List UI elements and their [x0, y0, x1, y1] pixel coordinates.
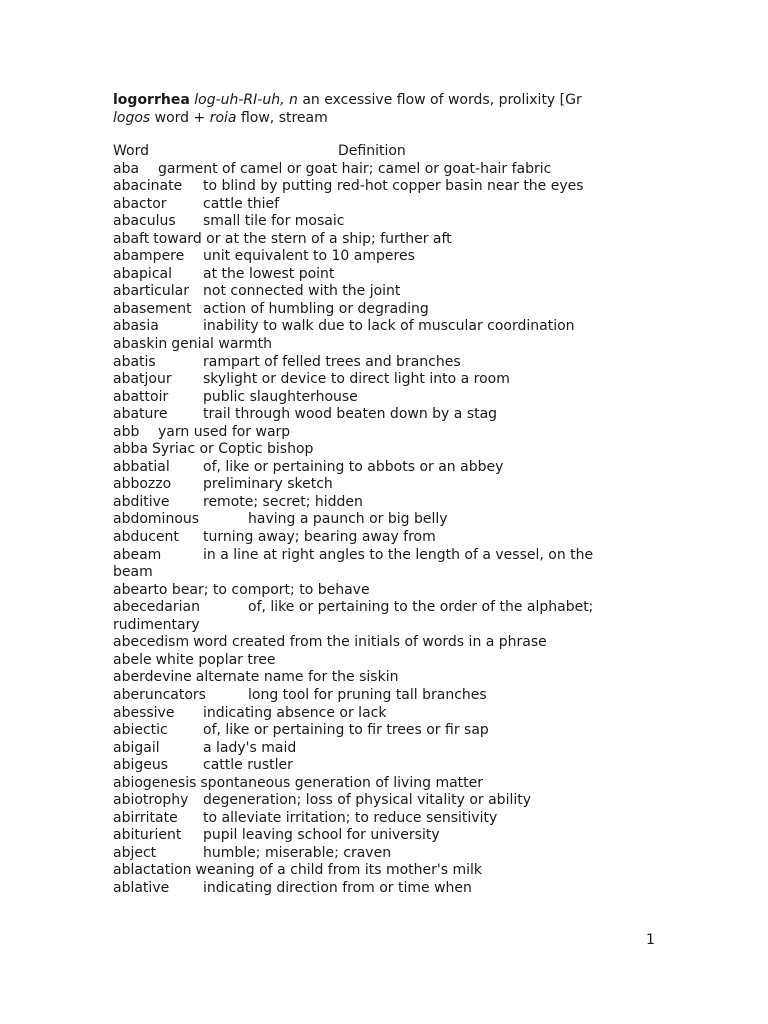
entry-row	[113, 705, 673, 723]
entry-word: abear	[113, 581, 154, 598]
entry-row	[113, 599, 673, 617]
entry-word: aberuncators	[113, 686, 206, 703]
entry-definition: to bear; to comport; to behave	[153, 581, 370, 598]
word-list	[113, 143, 673, 898]
entry-row	[113, 459, 673, 477]
entry-word: abbatial	[113, 458, 170, 475]
entry-row	[113, 213, 673, 231]
entry-word: abirritate	[113, 809, 178, 826]
entry-row	[113, 389, 673, 407]
entry-definition: not connected with the joint	[203, 283, 401, 300]
entry-definition: Syriac or Coptic bishop	[151, 441, 314, 458]
column-header-definition: Definition	[338, 143, 406, 159]
entry-definition: to blind by putting red-hot copper basin near the eyes	[203, 178, 584, 195]
entry-word: abampere	[113, 248, 185, 265]
etymology-word-1: logos	[113, 110, 151, 126]
entry-word: abatjour	[113, 371, 172, 388]
entry-row	[113, 775, 673, 793]
entry-word: abarticular	[113, 283, 189, 300]
entry-word: abaculus	[113, 213, 176, 230]
etymology-gloss-1: word +	[154, 110, 206, 126]
dictionary-header	[113, 91, 673, 127]
entry-definition: rampart of felled trees and branches	[203, 353, 461, 370]
header-line-1	[113, 91, 673, 109]
headword: logorrhea	[113, 92, 190, 108]
entry-definition: skylight or device to direct light into a room	[203, 371, 510, 388]
headword-definition: an excessive flow of words, prolixity [Gr	[302, 92, 582, 108]
entry-definition: small tile for mosaic	[203, 213, 345, 230]
entry-definition: inability to walk due to lack of muscular coordination	[203, 318, 575, 335]
entry-row	[113, 757, 673, 775]
entry-row	[113, 441, 673, 459]
entry-definition: at the lowest point	[203, 265, 335, 282]
entry-word: ablative	[113, 879, 170, 896]
entry-word: abba	[113, 441, 148, 458]
entry-row	[113, 529, 673, 547]
entry-definition: unit equivalent to 10 amperes	[203, 248, 415, 265]
entry-row	[113, 722, 673, 740]
entry-definition: turning away; bearing away from	[203, 529, 436, 546]
entry-row	[113, 511, 673, 529]
entry-definition-continuation: beam	[113, 564, 153, 581]
etymology-word-2: roia	[209, 110, 237, 126]
entry-word: abdominous	[113, 511, 200, 528]
entry-word: aba	[113, 160, 140, 177]
entry-definition: action of humbling or degrading	[203, 300, 429, 317]
entry-definition: pupil leaving school for university	[203, 827, 440, 844]
entry-word: abducent	[113, 529, 179, 546]
entry-word: abigeus	[113, 757, 169, 774]
entry-word: abattoir	[113, 388, 169, 405]
entry-row	[113, 687, 673, 705]
entry-row	[113, 547, 673, 565]
entry-definition: alternate name for the siskin	[195, 669, 399, 686]
entry-word: abasia	[113, 318, 159, 335]
entry-row	[113, 283, 673, 301]
entry-word: abapical	[113, 265, 172, 282]
entry-definition: toward or at the stern of a ship; further aft	[153, 230, 452, 247]
entry-row	[113, 371, 673, 389]
entry-word: abject	[113, 844, 157, 861]
part-of-speech: n	[288, 92, 298, 108]
entry-row	[113, 301, 673, 319]
entry-definition: public slaughterhouse	[203, 388, 358, 405]
etymology-gloss-2: flow, stream	[240, 110, 328, 126]
entry-word: abbozzo	[113, 476, 172, 493]
entry-row	[113, 354, 673, 372]
entry-row	[113, 248, 673, 266]
entry-word: abecedism	[113, 634, 190, 651]
entry-word: abditive	[113, 493, 170, 510]
entry-row	[113, 231, 673, 249]
entry-row	[113, 178, 673, 196]
entry-definition: garment of camel or goat hair; camel or goat-hair fabric	[158, 160, 552, 177]
entry-word: abiotrophy	[113, 792, 189, 809]
entry-word: abb	[113, 423, 140, 440]
entry-word: abatis	[113, 353, 156, 370]
entry-word: abacinate	[113, 178, 183, 195]
entry-word: abessive	[113, 704, 175, 721]
entry-row	[113, 266, 673, 284]
entry-definition: humble; miserable; craven	[203, 844, 392, 861]
entry-row	[113, 880, 673, 898]
entry-definition: word created from the initials of words in a phrase	[193, 634, 547, 651]
entry-row	[113, 196, 673, 214]
entry-definition: cattle thief	[203, 195, 280, 212]
entry-word: abature	[113, 406, 168, 423]
entry-row	[113, 652, 673, 670]
header-line-2	[113, 109, 673, 127]
entry-definition: to alleviate irritation; to reduce sensitivity	[203, 809, 498, 826]
entry-row	[113, 582, 673, 600]
entry-definition: trail through wood beaten down by a stag	[203, 406, 498, 423]
entry-definition: degeneration; loss of physical vitality or ability	[203, 792, 532, 809]
entry-word: abasement	[113, 300, 192, 317]
entry-definition: indicating absence or lack	[203, 704, 387, 721]
entry-definition: yarn used for warp	[158, 423, 291, 440]
entry-row	[113, 845, 673, 863]
entry-row	[113, 634, 673, 652]
column-header-word: Word	[113, 143, 149, 159]
entry-word: abaskin	[113, 336, 168, 353]
entry-word: abele	[113, 651, 152, 668]
column-header-row	[113, 143, 673, 161]
entry-row	[113, 494, 673, 512]
entry-word: aberdevine	[113, 669, 192, 686]
entry-word: ablactation	[113, 862, 192, 879]
entry-definition: weaning of a child from its mother's milk	[195, 862, 483, 879]
entry-word: abeam	[113, 546, 162, 563]
entry-row	[113, 476, 673, 494]
entry-definition: white poplar tree	[155, 651, 276, 668]
entry-definition: of, like or pertaining to fir trees or fir sap	[203, 722, 489, 739]
entry-definition: remote; secret; hidden	[203, 493, 363, 510]
entry-word: abactor	[113, 195, 167, 212]
entry-definition: having a paunch or big belly	[248, 511, 448, 528]
entry-word: abiturient	[113, 827, 182, 844]
entry-row	[113, 810, 673, 828]
entry-row	[113, 792, 673, 810]
entry-definition: in a line at right angles to the length of a vessel, on the	[203, 546, 594, 563]
entry-row	[113, 862, 673, 880]
entry-word: abecedarian	[113, 599, 200, 616]
entry-row	[113, 318, 673, 336]
entry-row	[113, 827, 673, 845]
entry-row	[113, 740, 673, 758]
entry-row	[113, 669, 673, 687]
entry-row	[113, 161, 673, 179]
pronunciation: log-uh-RI-uh,	[194, 92, 285, 108]
entry-definition: long tool for pruning tall branches	[248, 686, 487, 703]
entry-definition: indicating direction from or time when	[203, 879, 472, 896]
page-number: 1	[646, 932, 655, 948]
entry-definition: genial warmth	[171, 336, 272, 353]
entry-row	[113, 336, 673, 354]
entry-definition: of, like or pertaining to the order of the alphabet;	[248, 599, 594, 616]
entry-word: abiogenesis	[113, 774, 197, 791]
entry-definition: preliminary sketch	[203, 476, 333, 493]
entry-word: abigail	[113, 739, 160, 756]
entry-definition: of, like or pertaining to abbots or an abbey	[203, 458, 504, 475]
entry-word: abiectic	[113, 722, 168, 739]
entry-word: abaft	[113, 230, 150, 247]
entry-definition: a lady's maid	[203, 739, 297, 756]
entry-definition: spontaneous generation of living matter	[200, 774, 484, 791]
entry-row	[113, 424, 673, 442]
entry-definition: cattle rustler	[203, 757, 293, 774]
entry-row	[113, 406, 673, 424]
entry-definition-continuation: rudimentary	[113, 616, 200, 633]
